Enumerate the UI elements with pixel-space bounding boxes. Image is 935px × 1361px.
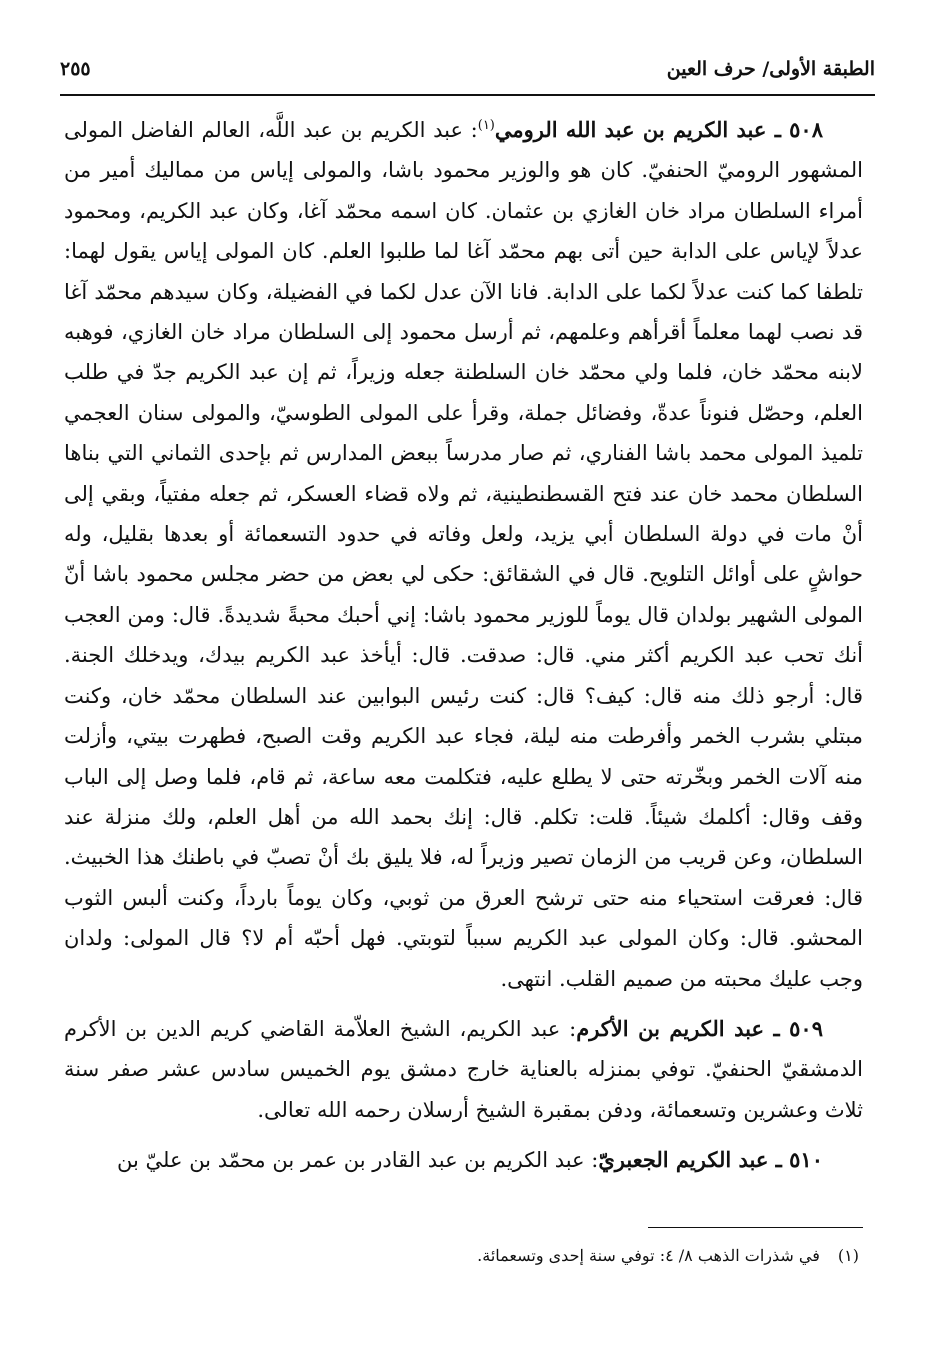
entry-heading: ٥٠٨ ـ عبد الكريم بن عبد الله الرومي: [494, 117, 823, 142]
running-title: الطبقة الأولى/ حرف العين: [666, 58, 875, 80]
footnote-text: في شذرات الذهب ٨/ ٤: توفي سنة إحدى وتسعمائة.: [477, 1246, 820, 1265]
footnote-reference: (١): [477, 118, 495, 133]
entry-text: : عبد الكريم بن عبد اللَّه، العالم الفاضل المولى المشهور الروميّ الحنفيّ. كان هو والوزير محمود باشا، والمولى إياس من مماليك أمير من أمراء السلطان مراد خان الغازي بن عثمان. كان اسمه محمّد آغا، وكان عبد الكريم، ومحمود عدلاً لإياس على الدابة حين أتى بهم محمّد آغا لما طلبوا العلم. كان المولى إياس يقول لهما: تلطفا كما كنت عدلاً لكما على الدابة. فانا الآن عدل لكما في الفضيلة، وكان سيدهم محمّد آغا قد نصب لهما معلماً أقرأهم وعلمهم، ثم أرسل محمود إلى السلطان مراد خان الغازي، فوهبه لابنه محمّد خان، فلما ولي محمّد خان السلطنة جعله وزيراً، ثم إن عبد الكريم جدّ في طلب العلم، وحصّل فنوناً عدةّ، وفضائل جملة، وقرأ على المولى الطوسيّ، والمولى سنان العجمي تلميذ المولى محمد باشا الفناري، ثم صار مدرساً ببعض المدارس ثم بإحدى الثماني التي بناها السلطان محمد خان عند فتح القسطنطينية، ثم ولاه قضاء العسكر، ثم جعله مفتياً، وبقي إلى أنْ مات في دولة السلطان أبي يزيد، ولعل وفاته في حدود التسعمائة أو بعدها بقليل، وله حواشٍ على أوائل التلويح. قال في الشقائق: حكى لي بعض من حضر مجلس محمود باشا أنّ المولى الشهير بولدان قال يوماً للوزير محمود باشا: إني أحبك محبةً شديدةً. قال: ومن العجب أنك تحب عبد الكريم أكثر مني. قال: صدقت. قال: أيأخذ عبد الكريم بيدك، ويدخلك الجنة. قال: أرجو ذلك منه قال: كيف؟ قال: كنت رئيس البوابين عند السلطان محمّد خان، وكنت مبتلي بشرب الخمر وأفرطت منه ليلة، فجاء عبد الكريم وقت الصبح، فطهرت بيتي، وأزلت منه آلات الخمر وبخّرته حتى لا يطلع عليه، فتكلمت معه ساعة، ثم قام، فلما وصل إلى الباب وقف وقال: أكلمك شيئاً. قلت: تكلم. قال: إنك بحمد الله من أهل العلم، ولك منزلة عند السلطان، وعن قريب من الزمان تصير وزيراً له، فلا يليق بك أنْ تصبّ في باطنك هذا الخبيث. قال: فعرقت استحياء منه حتى ترشح العرق من ثوبي، وكان يوماً بارداً، وكنت ألبس الثوب المحشو. قال: وكان المولى عبد الكريم سبباً لتوبتي. فهل أحبّه أم لا؟ قال المولى: ولدان وجب عليك محبته من صميم القلب. انتهى.: [64, 118, 863, 991]
entry-508: [64, 110, 863, 999]
entry-509: [64, 1009, 863, 1130]
entry-heading: ٥١٠ ـ عبد الكريم الجعبريّ: [598, 1147, 823, 1173]
footnote-separator: [648, 1227, 863, 1228]
entry-text: : عبد الكريم، الشيخ العلاّمة القاضي كريم الدين بن الأكرم الدمشقيّ الحنفيّ. توفي بمنزله بالعناية خارج دمشق يوم الخميس سادس عشر صفر سنة ثلاث وعشرين وتسعمائة، ودفن بمقبرة الشيخ أرسلان رحمه الله تعالى.: [64, 1016, 863, 1122]
entry-510: [64, 1140, 863, 1180]
page-number: ٢٥٥: [60, 58, 91, 80]
footnote-marker: (١): [837, 1246, 859, 1265]
entry-text: : عبد الكريم بن عبد القادر بن عمر بن محمّد بن عليّ بن: [117, 1148, 599, 1173]
footnote: [64, 1244, 859, 1268]
entry-heading: ٥٠٩ ـ عبد الكريم بن الأكرم: [576, 1015, 823, 1041]
main-text: [64, 110, 863, 1181]
page-header: [60, 54, 875, 96]
